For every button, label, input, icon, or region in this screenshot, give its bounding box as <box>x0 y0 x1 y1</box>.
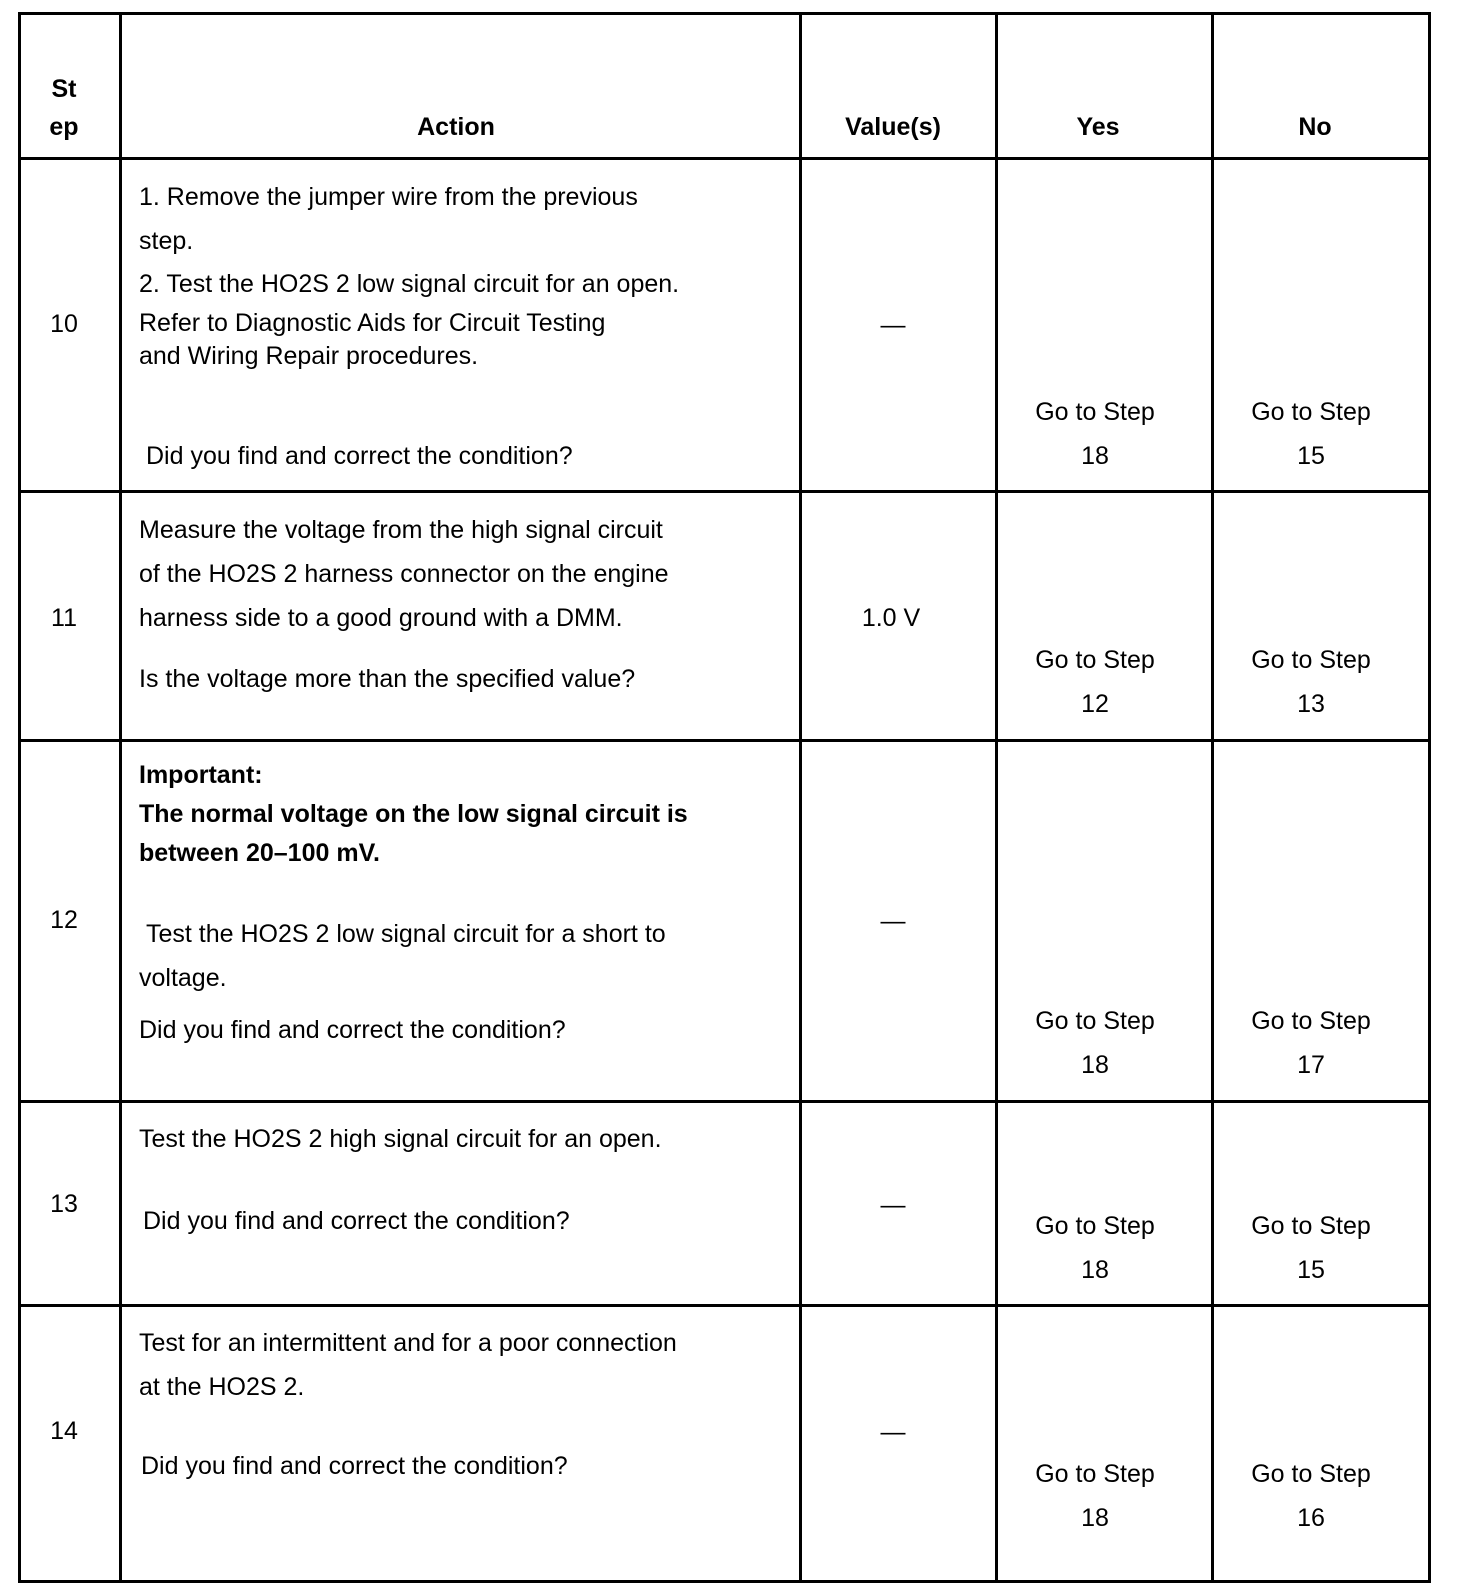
no-cell-line2: 17 <box>1297 1051 1325 1079</box>
column-divider <box>995 15 998 1580</box>
important-note: between 20–100 mV. <box>139 839 380 867</box>
action-text: at the HO2S 2. <box>139 1373 305 1401</box>
action-text: voltage. <box>139 964 227 992</box>
action-question: Did you find and correct the condition? <box>143 1207 570 1235</box>
action-text: 1. Remove the jumper wire from the previous <box>139 183 638 211</box>
yes-cell-line1: Go to Step <box>1035 1007 1155 1035</box>
action-text: Refer to Diagnostic Aids for Circuit Testing <box>139 309 606 337</box>
action-question: Did you find and correct the condition? <box>146 442 573 470</box>
value-cell: — <box>880 1191 906 1219</box>
header-step-line2: ep <box>49 113 79 141</box>
no-cell-line1: Go to Step <box>1251 398 1371 426</box>
yes-cell-line2: 18 <box>1081 1051 1109 1079</box>
no-cell-line2: 16 <box>1297 1504 1325 1532</box>
no-cell-line2: 15 <box>1297 1256 1325 1284</box>
action-question: Did you find and correct the condition? <box>141 1452 568 1480</box>
value-cell: — <box>880 311 906 339</box>
action-text: 2. Test the HO2S 2 low signal circuit for an open. <box>139 270 680 298</box>
value-cell: — <box>880 1418 906 1446</box>
diagnostic-table <box>18 12 1431 1583</box>
no-cell-line2: 15 <box>1297 442 1325 470</box>
action-text: Test the HO2S 2 low signal circuit for a short to <box>146 920 666 948</box>
yes-cell-line2: 18 <box>1081 1256 1109 1284</box>
yes-cell-line1: Go to Step <box>1035 646 1155 674</box>
no-cell-line1: Go to Step <box>1251 646 1371 674</box>
important-note: The normal voltage on the low signal circuit is <box>139 800 688 828</box>
column-divider <box>119 15 122 1580</box>
important-label: Important: <box>139 761 263 789</box>
value-cell: — <box>880 907 906 935</box>
yes-cell-line2: 12 <box>1081 690 1109 718</box>
header-yes: Yes <box>1076 113 1120 141</box>
action-text: Test for an intermittent and for a poor connection <box>139 1329 677 1357</box>
row-divider <box>21 739 1428 742</box>
header-step-line1: St <box>51 75 77 103</box>
step-number: 14 <box>50 1417 78 1445</box>
value-cell: 1.0 V <box>861 604 921 632</box>
no-cell-line2: 13 <box>1297 690 1325 718</box>
yes-cell-line1: Go to Step <box>1035 1460 1155 1488</box>
row-divider <box>21 490 1428 493</box>
action-text: Measure the voltage from the high signal circuit <box>139 516 663 544</box>
action-question: Did you find and correct the condition? <box>139 1016 566 1044</box>
action-text: of the HO2S 2 harness connector on the engine <box>139 560 669 588</box>
yes-cell-line2: 18 <box>1081 442 1109 470</box>
row-divider <box>21 1100 1428 1103</box>
header-action: Action <box>417 113 495 141</box>
row-divider <box>21 157 1428 160</box>
action-text: step. <box>139 227 194 255</box>
row-divider <box>21 1304 1428 1307</box>
yes-cell-line1: Go to Step <box>1035 398 1155 426</box>
step-number: 11 <box>51 604 77 632</box>
step-number: 10 <box>50 310 78 338</box>
header-values: Value(s) <box>845 113 941 141</box>
step-number: 13 <box>50 1190 78 1218</box>
no-cell-line1: Go to Step <box>1251 1460 1371 1488</box>
step-number: 12 <box>50 906 78 934</box>
no-cell-line1: Go to Step <box>1251 1212 1371 1240</box>
yes-cell-line2: 18 <box>1081 1504 1109 1532</box>
yes-cell-line1: Go to Step <box>1035 1212 1155 1240</box>
column-divider <box>1211 15 1214 1580</box>
action-text: harness side to a good ground with a DMM. <box>139 604 623 632</box>
action-text: Test the HO2S 2 high signal circuit for an open. <box>139 1125 662 1153</box>
action-question: Is the voltage more than the specified value? <box>139 665 636 693</box>
column-divider <box>799 15 802 1580</box>
header-no: No <box>1298 113 1332 141</box>
no-cell-line1: Go to Step <box>1251 1007 1371 1035</box>
action-text: and Wiring Repair procedures. <box>139 342 479 370</box>
